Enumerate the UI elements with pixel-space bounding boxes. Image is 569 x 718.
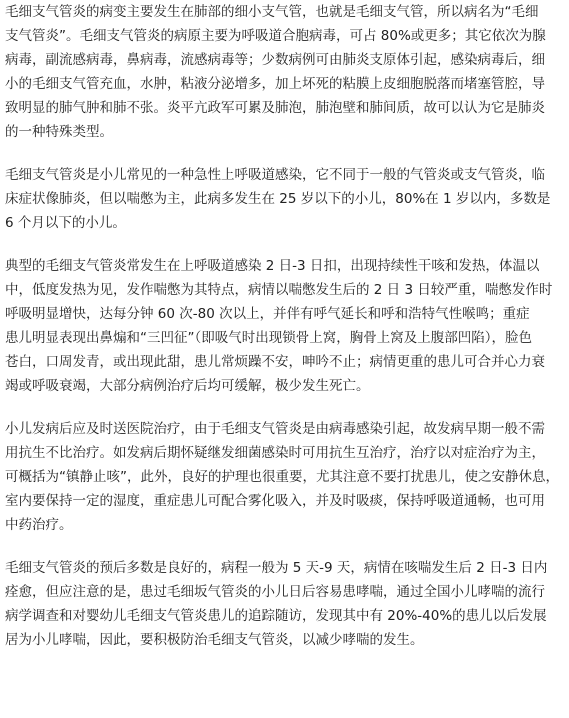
- text-line: 呼吸明显增快，达每分钟 60 次-80 次以上，并伴有呼气延长和呼和浩特气性喉鸣；重症: [5, 306, 530, 322]
- text-line: 小的毛细支气管充血，水肿，粘液分泌增多，加上坏死的粘膜上皮细胞脱落而堵塞管腔，导: [5, 76, 545, 92]
- paragraph-etiology: [5, 0, 569, 144]
- text-line: 病毒，副流感病毒，鼻病毒，流感病毒等；少数病例可由肺炎支原体引起，感染病毒后，细: [5, 52, 545, 68]
- text-line: 毛细支气管炎是小儿常见的一种急性上呼吸道感染，它不同于一般的气管炎或支气管炎，临: [5, 167, 545, 183]
- text-line: 苍白，口周发青，或出现此甜，患儿常烦躁不安，呻吟不止；病情更重的患儿可合并心力衰: [5, 354, 545, 370]
- text-line: 中，低度发热为见，发作喘憋为其特点，病情以喘憋发生后的 2 日 3 日较严重，喘憋发作时: [5, 282, 553, 298]
- text-line: 毛细支气管炎的预后多数是良好的，病程一般为 5 天-9 天，病情在咳喘发生后 2 日-3 日内: [5, 560, 548, 576]
- text-line: 用抗生不比治疗。如发病后期怀疑继发细菌感染时可用抗生互治疗，治疗以对症治疗为主，: [5, 445, 545, 461]
- text-line: 病学调查和对婴幼儿毛细支气管炎患儿的追踪随访，发现其中有 20%-40%的患儿以后发展: [5, 608, 547, 624]
- text-line: 毛细支气管炎的病变主要发生在肺部的细小支气管，也就是毛细支气管，所以病名为“毛细: [5, 4, 539, 20]
- text-line: 痊愈，但应注意的是，患过毛细坂气管炎的小儿日后容易患哮喘，通过全国小儿哮喘的流行: [5, 584, 545, 600]
- text-line: 床症状像肺炎，但以喘憋为主，此病多发生在 25 岁以下的小儿，80%在 1 岁以内，多数是: [5, 191, 551, 207]
- paragraph-overview: [5, 163, 569, 235]
- text-line: 典型的毛细支气管炎常发生在上呼吸道感染 2 日-3 日扣，出现持续性干咳和发热，体温以: [5, 258, 540, 274]
- text-line: 中药治疗。: [5, 517, 73, 533]
- text-line: 患儿明显表现出鼻煽和“三凹征”（即吸气时出现锁骨上窝，胸骨上窝及上腹部凹陷），脸色: [5, 330, 532, 346]
- text-line: 居为小儿哮喘，因此，要积极防治毛细支气管炎，以减少哮喘的发生。: [5, 632, 424, 648]
- text-line: 小儿发病后应及时送医院治疗，由于毛细支气管炎是由病毒感染引起，故发病早期一般不需: [5, 421, 545, 437]
- text-line: 可概括为“镇静止咳”，此外，良好的护理也很重要，尤其注意不要打扰患儿，使之安静休息，: [5, 469, 559, 485]
- paragraph-symptoms: [5, 254, 569, 398]
- text-line: 的一种特殊类型。: [5, 124, 113, 140]
- text-line: 致明显的肺气肿和肺不张。炎平亢政军可累及肺泡，肺泡壁和肺间质，故可以认为它是肺炎: [5, 100, 545, 116]
- text-line: 6 个月以下的小儿。: [5, 215, 126, 231]
- text-line: 支气管炎”。毛细支气管炎的病原主要为呼吸道合胞病毒，可占 80%或更多；其它依次为腺: [5, 28, 546, 44]
- text-line: 室内要保持一定的湿度，重症患儿可配合雾化吸入，并及时吸痰，保持呼吸道通畅，也可用: [5, 493, 545, 509]
- paragraph-prognosis: [5, 556, 569, 652]
- paragraph-treatment: [5, 417, 569, 537]
- text-line: 竭或呼吸衰竭，大部分病例治疗后均可缓解，极少发生死亡。: [5, 378, 370, 394]
